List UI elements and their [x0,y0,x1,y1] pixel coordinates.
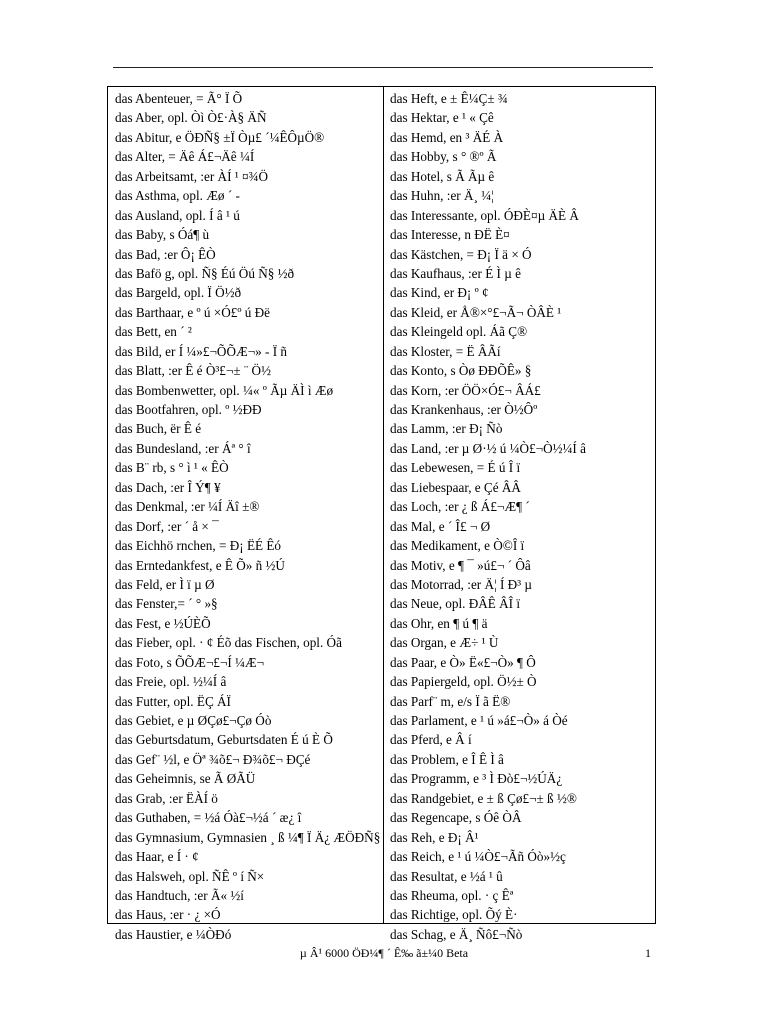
vocab-entry: das Neue, opl. ÐÂÊ ÂÎ ï [390,596,521,612]
vocab-entry: das Haustier, e ¼ÒÐó [115,926,232,942]
vocab-entry: das Feld, er Ì ï µ Ø [115,576,215,592]
vocab-entry: das Bett, en ´ ² [115,324,192,340]
vocab-entry: das Haar, e Í · ¢ [115,849,199,865]
vocab-entry: das Konto, s Òø ÐÐÕÊ» § [390,363,532,379]
vocab-entry: das Bargeld, opl. Ï Ö½ð [115,285,242,301]
vocab-entry: das Parlament, e ¹ ú »á£¬Ò» á Òé [390,713,568,728]
vocab-entry: das Medikament, e Ò©Î ï [390,538,525,554]
vocab-entry: das Hektar, e ¹ « Çê [390,110,494,126]
vocab-entry: das Aber, opl. Òì Ò£·À§ ÄÑ [115,110,267,126]
vocab-entry: das B¨ rb, s ° ì ¹ « ÊÒ [115,460,229,476]
right-column [390,89,652,944]
vocab-entry: das Barthaar, e º ú ×Ó£º ú Ðë [115,304,270,320]
vocab-entry: das Interessante, opl. ÓÐÈ¤µ ÄÈ Â [390,207,579,223]
vocab-entry: das Heft, e ± Ê¼Ç± ¾ [390,91,508,106]
vocab-entry: das Kind, er Ð¡ º ¢ [390,285,489,301]
vocab-entry: das Handtuch, :er Ã« ½í [115,887,244,903]
vocab-entry: das Ausland, opl. Í â ¹ ú [115,207,240,223]
vocab-entry: das Kleingeld opl. Áã Ç® [390,324,528,340]
vocab-entry: das Eichhö rnchen, = Ð¡ ËÉ Êó [115,538,282,554]
vocab-entry: das Richtige, opl. Õý È· [390,907,518,923]
vocab-entry: das Futter, opl. ËÇ ÁÏ [115,693,231,709]
vocab-entry: das Gef¨ ½l, e Öª ¾õ£¬ Ð¾õ£¬ ÐÇé [115,751,311,767]
vocab-entry: das Kaufhaus, :er É Ì µ ê [390,265,521,281]
vocab-entry: das Bafö g, opl. Ñ§ Éú Öú Ñ§ ½ð [115,265,295,281]
vocab-entry: das Reh, e Ð¡ Â¹ [390,829,479,845]
vocab-entry: das Geburtsdatum, Geburtsdaten É ú È Õ [115,732,333,748]
vocab-entry: das Randgebiet, e ± ß Çø£¬± ß ½® [390,790,577,806]
vocab-entry: das Kleid, er Å®×°£¬Ã¬ ÒÂÈ ¹ [390,304,562,320]
vocab-entry: das Mal, e ´ Î£ ¬ Ø [390,518,491,534]
vocab-entry: das Pferd, e Â í [390,732,472,748]
vocab-entry: das Paar, e Ò» Ë«£¬Ò» ¶ Ô [390,654,536,670]
vocab-entry: das Dach, :er Î Ý¶ ¥ [115,479,221,495]
vocab-entry: das Gebiet, e µ ØÇø£¬Çø Óò [115,713,272,728]
vocab-entry: das Guthaben, = ½á Óà£¬½á ´ æ¿ î [115,810,302,826]
vocab-entry: das Schag, e Ä¸ Ñô£¬Ñò [390,926,523,942]
vocab-entry: das Reich, e ¹ ú ¼Ò£¬Ãñ Óò»½ç [390,849,566,865]
vocab-entry: das Alter, = Äê Á£¬Äê ¼Í [115,149,255,165]
page-number: 1 [645,946,651,960]
vocab-entry: das Fenster,= ´ ° »§ [115,596,218,612]
column-divider [383,86,384,924]
vocab-entry: das Lamm, :er Ð¡ Ñò [390,421,503,437]
vocab-entry: das Lebewesen, = É ú Î ï [390,460,521,476]
vocab-entry: das Abenteuer, = Ã° Ï Õ [115,91,243,106]
vocab-entry: das Motiv, e ¶ ¯ »ú£¬ ´ Ôâ [390,557,531,573]
vocab-entry: das Arbeitsamt, :er ÀÍ ¹ ¤¾Ö [115,168,269,184]
vocab-entry: das Regencape, s Óê ÒÂ [390,810,522,826]
vocab-entry: das Ohr, en ¶ ú ¶ ä [390,615,488,631]
vocab-entry: das Land, :er µ Ø·½ ú ¼Ò£¬Ò½¼Í â [390,440,586,456]
vocab-entry: das Hobby, s ° ®º Ã [390,149,497,165]
vocab-entry: das Dorf, :er ´ å × ¯ [115,518,219,534]
vocab-entry: das Huhn, :er Ä¸ ¼¦ [390,188,494,204]
vocab-entry: das Gymnasium, Gymnasien ¸ ß ¼¶ Ï Ä¿ ÆÖÐÑ§ [115,829,381,845]
vocab-entry: das Kästchen, = Ð¡ Ï ä × Ó [390,246,532,262]
vocab-entry: das Baby, s Óá¶ ù [115,227,210,243]
vocab-entry: das Hemd, en ³ ÄÉ À [390,129,504,145]
vocab-entry: das Grab, :er ËÀÍ ö [115,790,218,806]
vocab-entry: das Asthma, opl. Æø ´ - [115,188,240,204]
vocab-entry: das Organ, e Æ÷ ¹ Ù [390,635,499,651]
vocab-entry: das Programm, e ³ Ì Ðò£¬½ÚÄ¿ [390,771,563,787]
vocab-entry: das Krankenhaus, :er Ò½Ôº [390,402,538,417]
vocab-entry: das Erntedankfest, e Ê Õ» ñ ½Ú [115,557,285,573]
vocab-entry: das Foto, s ÕÕÆ¬£¬Í ¼Æ¬ [115,654,265,670]
vocab-entry: das Fest, e ½ÚÈÕ [115,615,211,631]
vocab-entry: das Problem, e Î Ê Ì â [390,751,504,767]
vocab-entry: das Buch, ër Ê é [115,421,202,437]
vocab-entry: das Resultat, e ½á ¹ û [390,868,503,884]
top-rule [113,67,653,68]
vocab-entry: das Liebespaar, e Çé ÂÂ [390,479,521,495]
vocab-entry: das Bundesland, :er Áª ° î [115,440,251,456]
vocab-entry: das Abitur, e ÖÐÑ§ ±Ï Òµ£ ´¼ÊÔµÖ® [115,129,325,145]
vocab-entry: das Korn, :er ÖÖ×Ó£¬ ÂÁ£ [390,382,541,398]
vocab-entry: das Bootfahren, opl. º ½ÐÐ [115,402,262,417]
vocab-entry: das Loch, :er ¿ ß Á£¬Æ¶ ´ [390,499,530,515]
vocab-entry: das Bombenwetter, opl. ¼« º Ãµ ÄÌ ì Æø [115,382,334,398]
vocab-entry: das Fieber, opl. · ¢ Éõ das Fischen, opl. Óã [115,635,342,651]
vocab-entry: das Bild, er Í ¼»£¬ÕÕÆ¬» - Ï ñ [115,343,288,359]
vocab-entry: das Blatt, :er Ê é Ò³£¬± ¨ Ö½ [115,363,271,379]
vocab-entry: das Bad, :er Ô¡ ÊÒ [115,246,216,262]
vocab-entry: das Haus, :er · ¿ ×Ó [115,907,221,923]
vocab-entry: das Interesse, n ÐË È¤ [390,227,510,243]
vocab-entry: das Kloster, = Ë ÂÃí [390,343,501,359]
vocab-entry: das Parf¨ m, e/s Ï ã Ë® [390,693,511,709]
footer-text: µ Â¹ 6000 ÖÐ¼¶ ´ Ê‰ ã±¼0 Beta [299,946,469,960]
vocab-entry: das Rheuma, opl. · ç Êª [390,887,514,903]
vocab-entry: das Motorrad, :er Ä¦ Í Ð³ µ [390,576,533,592]
vocab-entry: das Halsweh, opl. ÑÊ º í Ñ× [115,868,265,884]
vocab-entry: das Freie, opl. ½¼Í â [115,674,227,690]
vocab-entry: das Hotel, s Ã Ãµ ê [390,168,495,184]
vocab-entry: das Denkmal, :er ¼Í Äî ±® [115,499,260,515]
vocab-entry: das Papiergeld, opl. Ö½± Ò [390,674,537,690]
left-column [115,89,380,944]
vocab-entry: das Geheimnis, se Ã ØÃÜ [115,771,256,787]
